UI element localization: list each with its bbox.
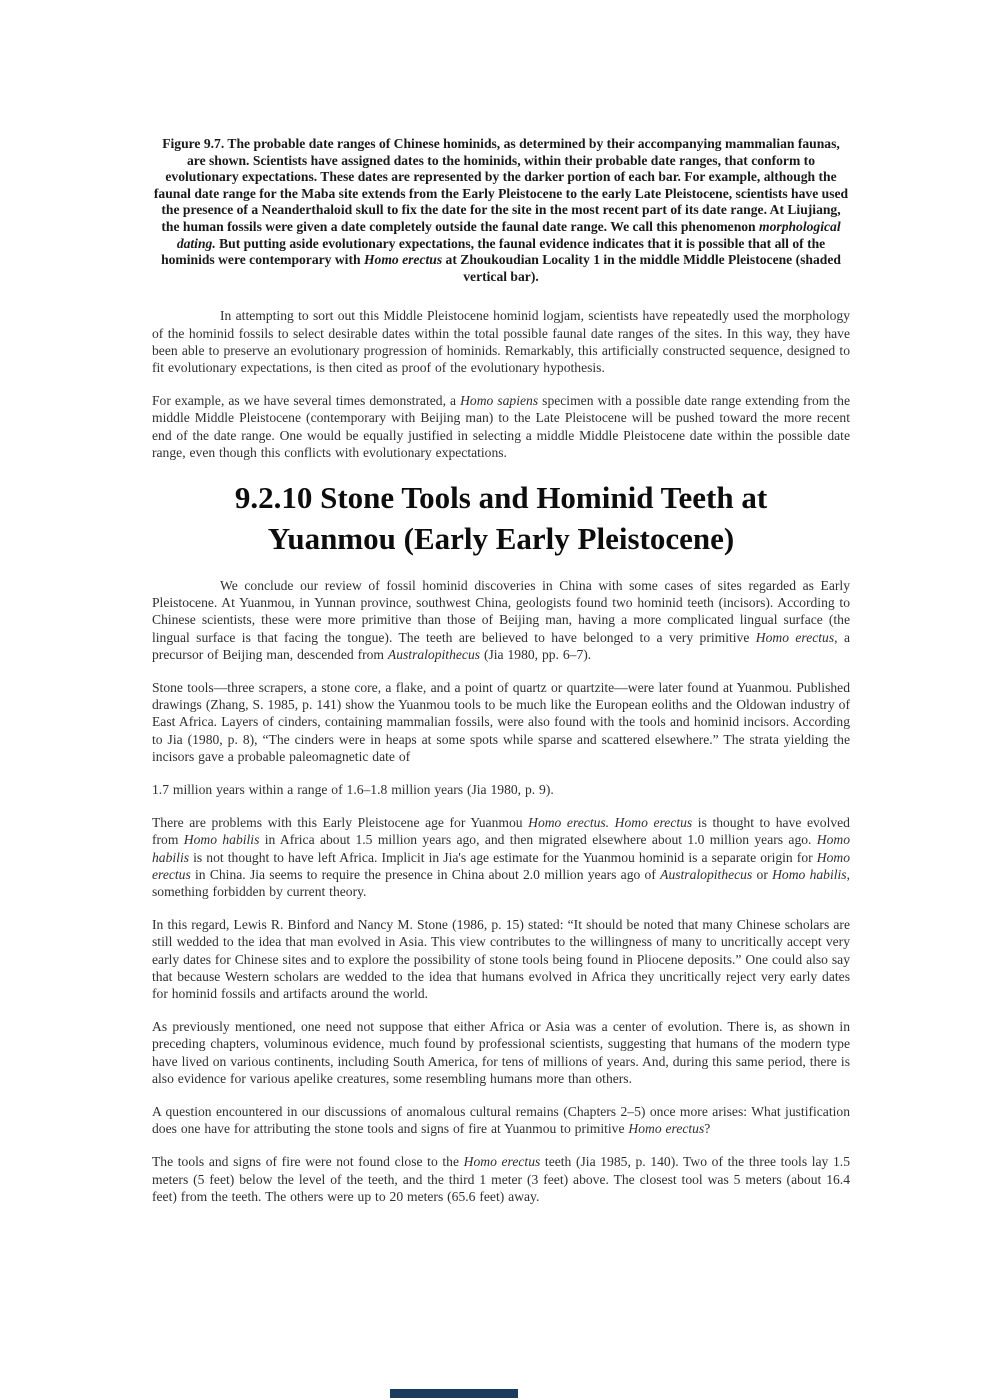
section-heading-line1: 9.2.10 Stone Tools and Hominid Teeth at xyxy=(234,479,768,515)
section-heading-line2: Yuanmou (Early Early Pleistocene) xyxy=(267,520,735,556)
paragraph: The tools and signs of fire were not found close to the Homo erectus teeth (Jia 1985, p. 140). Two of the three tools lay 1.5 meters (5 feet) below the level of the teeth, and the third 1 meter (3 feet) above. The closest tool was 5 meters (about 16.4 feet) from the teeth. The others were up to 20 meters (65.6 feet) away. xyxy=(152,1154,850,1204)
paragraph: There are problems with this Early Pleistocene age for Yuanmou Homo erectus. Homo erectus is thought to have evolved from Homo habilis in Africa about 1.5 million years ago, and then migrated elsewhere about 1.0 million years ago. Homo habilis is not thought to have left Africa. Implicit in Jia's age estimate for the Yuanmou hominid is a separate origin for Homo erectus in China. Jia seems to require the presence in China about 2.0 million years ago of Australopithecus or Homo habilis, something forbidden by current theory. xyxy=(152,815,851,900)
paragraph: In this regard, Lewis R. Binford and Nancy M. Stone (1986, p. 15) stated: “It should be noted that many Chinese scholars are still wedded to the idea that man evolved in Asia. This view contributes to the willingness of many to uncritically accept very early dates for Chinese sites and to explore the possibility of stone tools being found in Pliocene deposits.” One could also say that because Western scholars are wedded to the idea that humans evolved in Africa they uncritically reject very early dates for hominid fossils and artifacts around the world. xyxy=(152,917,850,1002)
paragraph: For example, as we have several times demonstrated, a Homo sapiens specimen with a possible date range extending from the middle Middle Pleistocene (contemporary with Beijing man) to the Late Pleistocene will be pushed toward the more recent end of the date range. One would be equally justified in selecting a middle Middle Pleistocene date within the possible date range, even though this conflicts with evolutionary expectations. xyxy=(152,393,850,460)
page-content xyxy=(152,136,850,1221)
page-bottom-bar xyxy=(390,1389,518,1398)
body-before-heading xyxy=(152,307,850,461)
paragraph: We conclude our review of fossil hominid discoveries in China with some cases of sites regarded as Early Pleistocene. At Yuanmou, in Yunnan province, southwest China, geologists found two hominid teeth (incisors). According to Chinese scientists, these were more primitive than those of Beijing man, having a more complicated lingual surface (the lingual surface is that facing the tongue). The teeth are believed to have belonged to a very primitive Homo erectus, a precursor of Beijing man, descended from Australopithecus (Jia 1980, pp. 6–7). xyxy=(152,577,850,662)
paragraph: In attempting to sort out this Middle Pleistocene hominid logjam, scientists have repeatedly used the morphology of the hominid fossils to select desirable dates within the total possible faunal date ranges of the sites. In this way, they have been able to preserve an evolutionary progression of hominids. Remarkably, this artificially constructed sequence, designed to fit evolutionary expectations, is then cited as proof of the evolutionary hypothesis. xyxy=(152,308,850,375)
paragraph: A question encountered in our discussions of anomalous cultural remains (Chapters 2–5) once more arises: What justification does one have for attributing the stone tools and signs of fire at Yuanmou to primitive Homo erectus? xyxy=(152,1104,850,1137)
paragraph: 1.7 million years within a range of 1.6–1.8 million years (Jia 1980, p. 9). xyxy=(152,782,554,797)
paragraph: Stone tools—three scrapers, a stone core, a flake, and a point of quartz or quartzite—were later found at Yuanmou. Published drawings (Zhang, S. 1985, p. 141) show the Yuanmou tools to be much like the European eoliths and the Oldowan industry of East Africa. Layers of cinders, containing mammalian fossils, were also found with the tools and hominid incisors. According to Jia (1980, p. 8), “The cinders were in heaps at some spots while sparse and scattered elsewhere.” The strata yielding the incisors gave a probable paleomagnetic date of xyxy=(152,679,850,764)
section-heading xyxy=(152,477,850,559)
figure-caption: Figure 9.7. The probable date ranges of Chinese hominids, as determined by their accompanying mammalian faunas, are shown. Scientists have assigned dates to the hominids, within their probable date ranges, that conform to evolutionary expectations. These dates are represented by the darker portion of each bar. For example, although the faunal date range for the Maba site extends from the Early Pleistocene to the early Late Pleistocene, scientists have used the presence of a Neanderthaloid skull to fix the date for the site in the most recent part of its date range. At Liujiang, the human fossils were given a date completely outside the faunal date range. We call this phenomenon morphological dating. But putting aside evolutionary expectations, the faunal evidence indicates that it is possible that all of the hominids were contemporary with Homo erectus at Zhoukoudian Locality 1 in the middle Middle Pleistocene (shaded vertical bar). xyxy=(153,136,849,284)
paragraph: As previously mentioned, one need not suppose that either Africa or Asia was a center of evolution. There is, as shown in preceding chapters, voluminous evidence, much found by professional scientists, suggesting that humans of the modern type have lived on various continents, including South America, for tens of millions of years. And, during this same period, there is also evidence for various apelike creatures, some resembling humans more than others. xyxy=(152,1019,850,1086)
body-after-heading xyxy=(152,577,850,1205)
